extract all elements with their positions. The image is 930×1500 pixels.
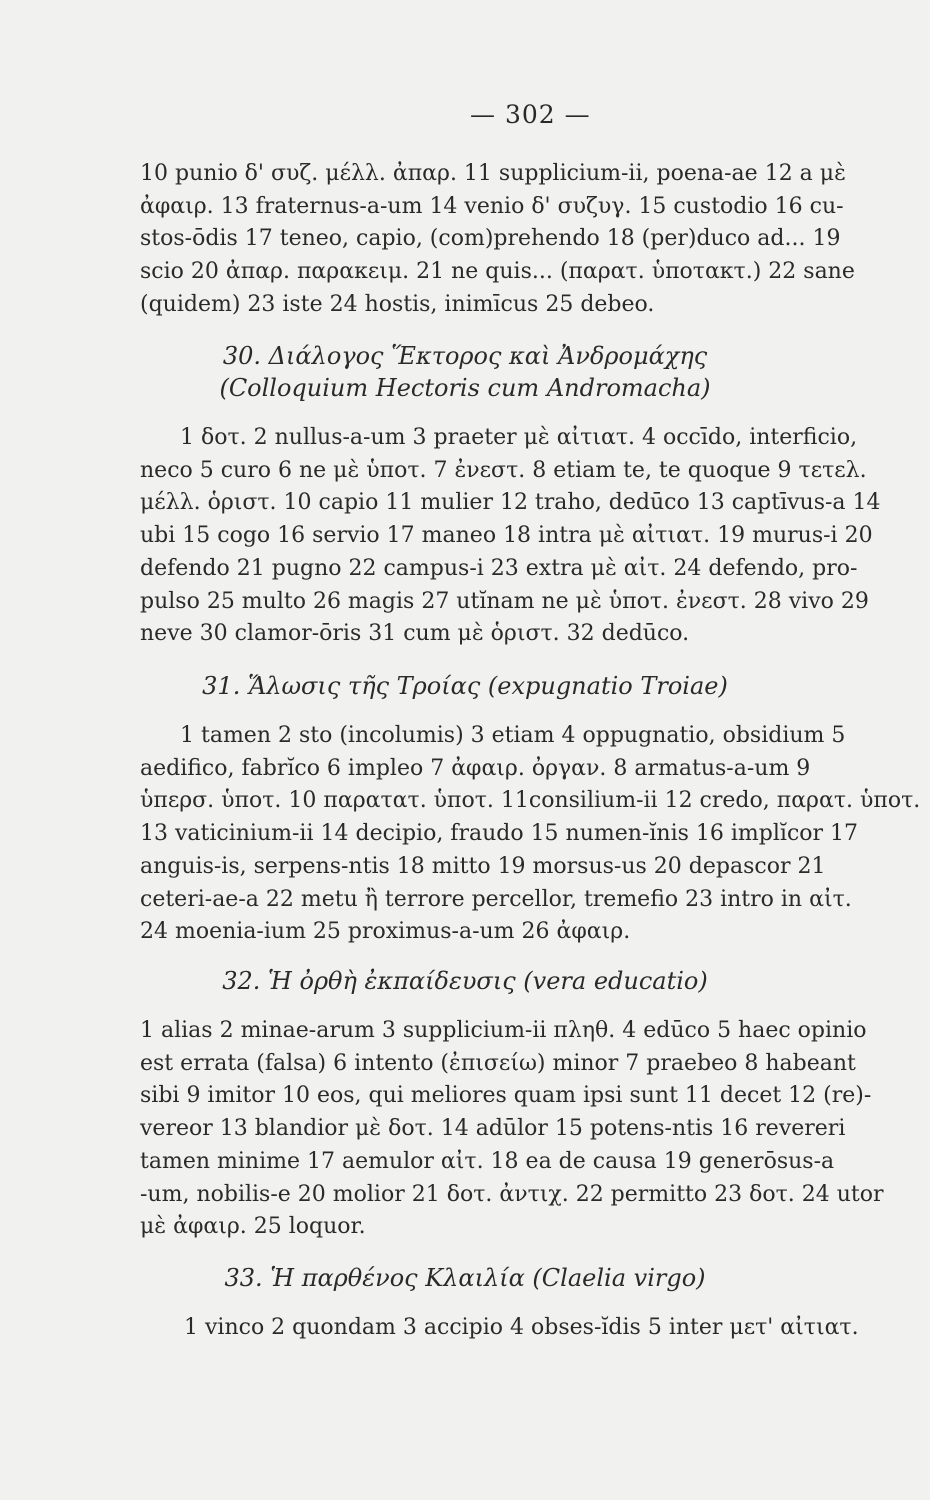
text-line: est errata (falsa) 6 intento (ἐπισείω) minor 7 praebeo 8 habeant [140,1050,856,1076]
section-31-heading [0,670,930,702]
text-line: pulso 25 multo 26 magis 27 utĭnam ne μὲ ὑποτ. ἐνεστ. 28 vivo 29 [140,588,869,614]
section-32-heading [0,965,930,997]
text-line: μὲ ἀφαιρ. 25 loquor. [140,1214,366,1240]
text-line: ubi 15 cogo 16 servio 17 maneo 18 intra μὲ αἰτιατ. 19 murus-i 20 [140,523,873,549]
section-31-title: 31. Ἅλωσις τῆς Τροίας (expugnatio Troiae) [202,672,728,700]
section-30-body [140,422,930,651]
text-line: stos-ōdis 17 teneo, capio, (com)prehendo 18 (per)duco ad... 19 [140,226,841,252]
section-32-title: 32. Ἡ ὀρθὴ ἐκπαίδευσις (vera educatio) [222,967,708,995]
text-line: aedifico, fabrĭco 6 impleo 7 ἀφαιρ. ὀργαν. 8 armatus-a-um 9 [140,755,811,781]
text-line: 10 punio δ' συζ. μέλλ. ἀπαρ. 11 supplicium-ii, poena-ae 12 a μὲ [140,161,846,186]
section-33-body [140,1312,930,1345]
text-line: ceteri-ae-a 22 metu ἢ terrore percellor, tremefio 23 intro in αἰτ. [140,886,852,912]
text-line: 1 alias 2 minae-arum 3 supplicium-ii πληθ. 4 edūco 5 haec opinio [140,1018,867,1043]
text-line: vereor 13 blandior μὲ δοτ. 14 adūlor 15 potens-ntis 16 revereri [140,1116,846,1142]
text-line: ὑπερσ. ὑποτ. 10 παρατατ. ὑποτ. 11consilium-ii 12 credo, παρατ. ὑποτ. [140,788,921,814]
section-33-title: 33. Ἡ παρθένος Κλαιλία (Claelia virgo) [224,1264,706,1292]
text-line: neve 30 clamor-ōris 31 cum μὲ ὁριστ. 32 dedūco. [140,621,690,647]
text-line: tamen minime 17 aemulor αἰτ. 18 ea de causa 19 generōsus-a [140,1148,835,1174]
text-line: neco 5 curo 6 ne μὲ ὑποτ. 7 ἐνεστ. 8 etiam te, te quoque 9 τετελ. [140,457,867,483]
text-line: defendo 21 pugno 22 campus-i 23 extra μὲ αἰτ. 24 defendo, pro- [140,555,858,581]
text-line: sibi 9 imitor 10 eos, qui meliores quam ipsi sunt 11 decet 12 (re)- [140,1083,872,1109]
page-number: — 302 — [470,100,591,129]
section-33-heading [0,1262,930,1294]
text-line: 1 tamen 2 sto (incolumis) 3 etiam 4 oppugnatio, obsidium 5 [180,723,846,748]
section-31-body [140,720,930,949]
text-line: 24 moenia-ium 25 proximus-a-um 26 ἀφαιρ. [140,919,631,945]
text-line: anguis-is, serpens-ntis 18 mitto 19 morsus-us 20 depascor 21 [140,853,826,879]
section-30-heading [0,340,930,404]
text-line: 1 δοτ. 2 nullus-a-um 3 praeter μὲ αἰτιατ. 4 occīdo, interficio, [180,425,858,450]
text-line: 1 vinco 2 quondam 3 accipio 4 obses-ĭdis 5 inter μετ' αἰτιατ. [184,1315,859,1340]
text-line: (quidem) 23 iste 24 hostis, inimīcus 25 debeo. [140,291,655,317]
text-line: 13 vaticinium-ii 14 decipio, fraudo 15 numen-ĭnis 16 implĭcor 17 [140,821,859,847]
section-30-title: 30. Διάλογος Ἕκτορος καὶ Ἀνδρομάχης [222,342,708,370]
section-32-body [140,1015,930,1244]
text-line: -um, nobilis-e 20 molior 21 δοτ. ἀντιχ. 22 permitto 23 δοτ. 24 utor [140,1181,884,1207]
text-line: ἀφαιρ. 13 fraternus-a-um 14 venio δ' συζυγ. 15 custodio 16 cu- [140,193,844,219]
section-30-subtitle: (Colloquium Hectoris cum Andromacha) [219,374,711,402]
paragraph-continuation [140,158,930,322]
text-line: μέλλ. ὁριστ. 10 capio 11 mulier 12 traho, dedūco 13 captīvus-a 14 [140,490,881,516]
text-line: scio 20 ἀπαρ. παρακειμ. 21 ne quis... (παρατ. ὑποτακτ.) 22 sane [140,259,855,285]
